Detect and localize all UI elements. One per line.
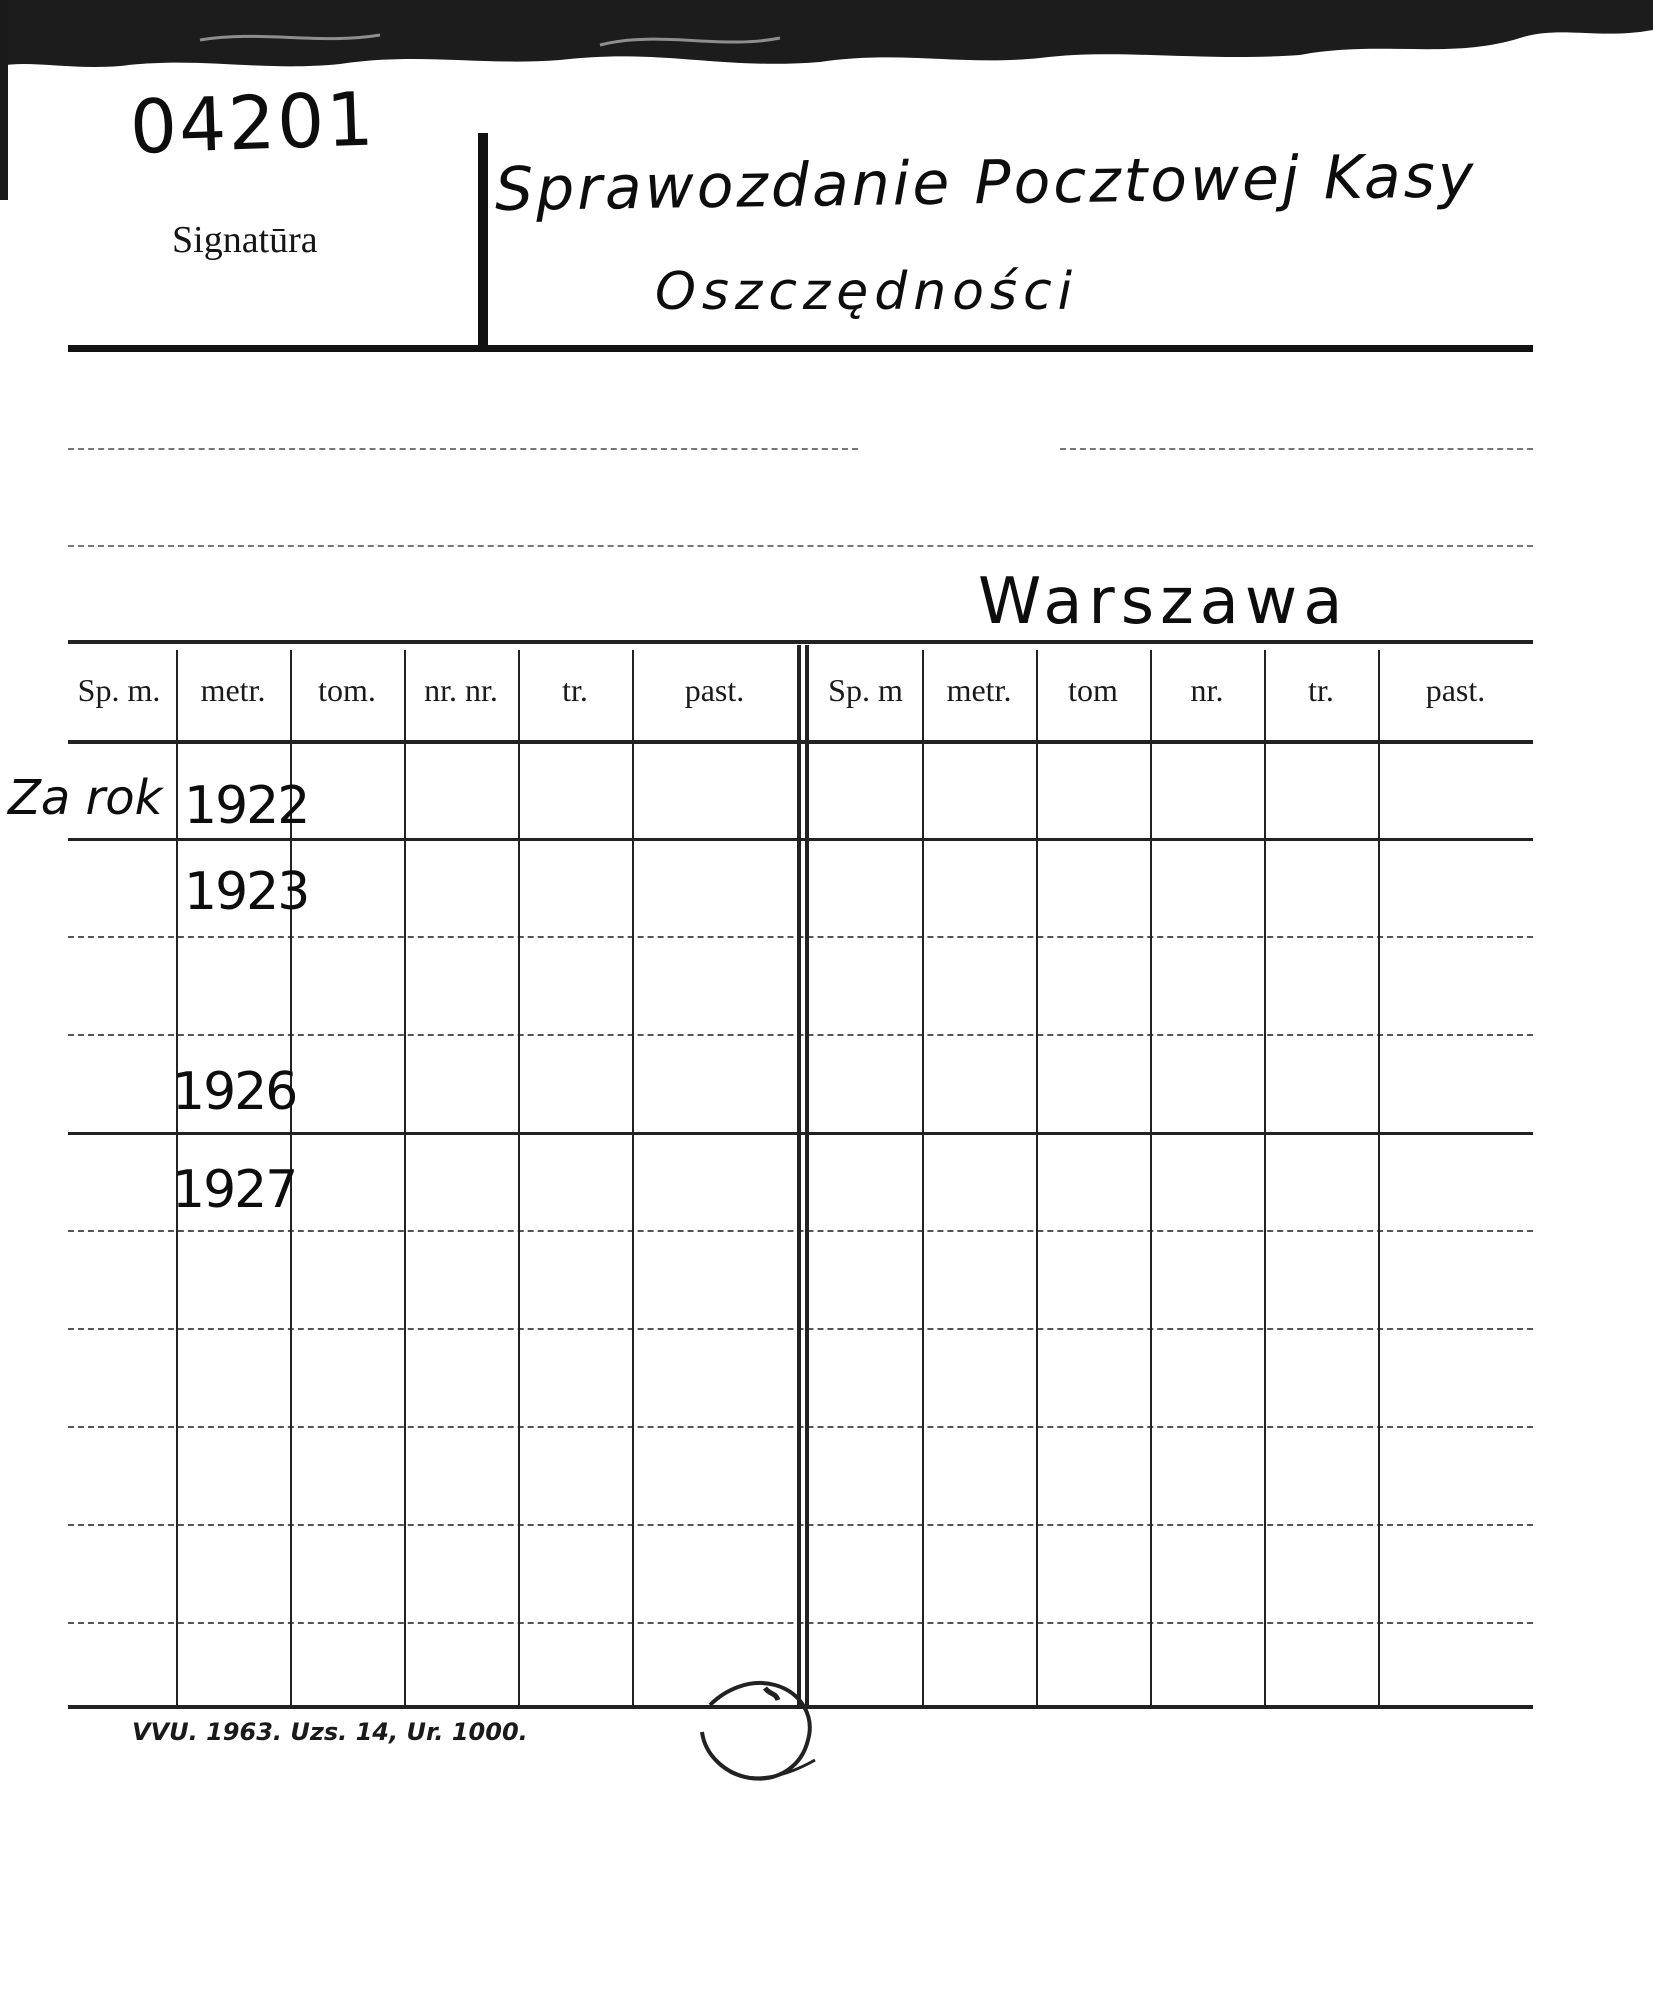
center-double-rule [797, 645, 801, 1705]
column-header-sp-m: Sp. m. [77, 672, 161, 708]
document-title-line1: Sprawozdanie Pocztowej Kasy [494, 141, 1477, 225]
place-value: Warszawa [978, 565, 1349, 639]
column-header-tr: tr. [562, 672, 588, 708]
column-header-tom: tom. [318, 672, 376, 708]
column-header-tr-right: tr. [1308, 672, 1334, 708]
column-header-past-right: past. [1425, 672, 1486, 708]
title-divider-bar [478, 133, 488, 345]
column-header-tom-right: tom [1068, 672, 1118, 708]
signature-label: Signatūra [172, 219, 318, 261]
year-entry: 1922 [184, 776, 309, 836]
column-rule [404, 650, 406, 1705]
torn-top-edge [0, 0, 1653, 75]
year-entry: 1926 [172, 1062, 297, 1122]
column-header-sp-m-right: Sp. m [828, 672, 903, 708]
column-header-nr-nr: nr. nr. [424, 672, 498, 708]
column-rule [1264, 650, 1266, 1705]
column-header-metr-right: metr. [946, 672, 1012, 708]
column-header-metr: metr. [200, 672, 266, 708]
entry-label: Za rok [8, 770, 163, 826]
header-rule [68, 345, 1533, 352]
blank-line [1060, 448, 1533, 450]
column-header-nr-right: nr. [1190, 672, 1224, 708]
punch-hole [690, 1660, 830, 1800]
column-header-past: past. [684, 672, 745, 708]
blank-line [68, 448, 858, 450]
blank-line [68, 545, 1533, 547]
footer-print-note: VVU. 1963. Uzs. 14, Ur. 1000. [132, 1718, 528, 1746]
column-rule [1150, 650, 1152, 1705]
center-double-rule [805, 645, 809, 1705]
column-rule [922, 650, 924, 1705]
year-entry: 1923 [184, 862, 309, 922]
column-rule [1036, 650, 1038, 1705]
year-entry: 1927 [172, 1160, 297, 1220]
document-title-line2: Oszczędności [655, 262, 1079, 322]
signature-number: 04201 [128, 76, 377, 171]
column-rule [518, 650, 520, 1705]
column-rule [1378, 650, 1380, 1705]
column-rule [632, 650, 634, 1705]
left-edge-shadow [0, 0, 8, 200]
